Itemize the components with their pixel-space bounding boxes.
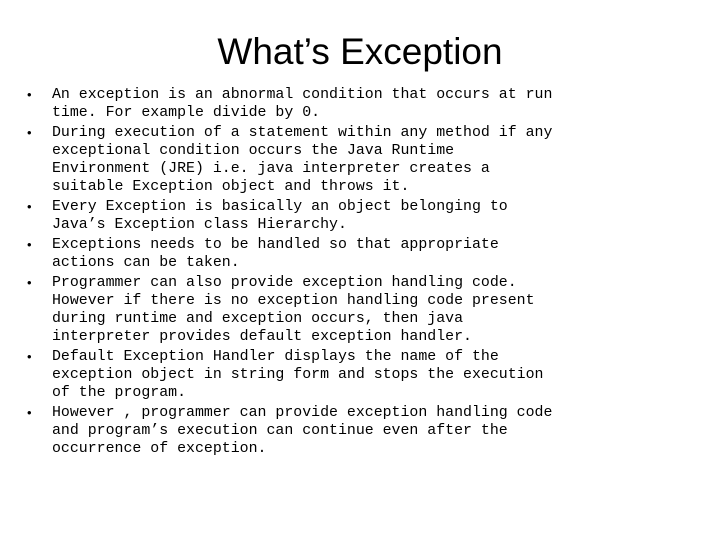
bullet-text: During execution of a statement within any method if any exceptional condition occurs the Java Runtime Environment (JRE) i.e. java interpreter creates a suitable Exception object and throws it. (52, 125, 553, 195)
bullet-text: Exceptions needs to be handled so that appropriate actions can be taken. (52, 237, 499, 271)
bullet-item (22, 86, 702, 122)
bullet-marker: • (27, 125, 32, 140)
bullet-text: However , programmer can provide exception handling code and program’s execution can continue even after the occurrence of exception. (52, 405, 553, 457)
bullet-marker: • (27, 405, 32, 420)
bullet-marker: • (27, 349, 32, 364)
bullet-item (22, 404, 702, 458)
bullet-text: Programmer can also provide exception handling code. However if there is no exception handling code present during runtime and exception occurs, then java interpreter provides default exception handler. (52, 275, 535, 345)
bullet-item (22, 348, 702, 402)
slide-title: What’s Exception (217, 31, 503, 72)
bullet-text: Every Exception is basically an object belonging to Java’s Exception class Hierarchy. (52, 199, 508, 233)
bullet-marker: • (27, 87, 32, 102)
bullet-marker: • (27, 237, 32, 252)
bullet-list (22, 86, 702, 460)
bullet-text: An exception is an abnormal condition that occurs at run time. For example divide by 0. (52, 87, 553, 121)
bullet-text: Default Exception Handler displays the name of the exception object in string form and stops the execution of the program. (52, 349, 544, 401)
bullet-item (22, 124, 702, 196)
bullet-item (22, 274, 702, 346)
bullet-marker: • (27, 199, 32, 214)
bullet-item (22, 236, 702, 272)
bullet-item (22, 198, 702, 234)
bullet-marker: • (27, 275, 32, 290)
